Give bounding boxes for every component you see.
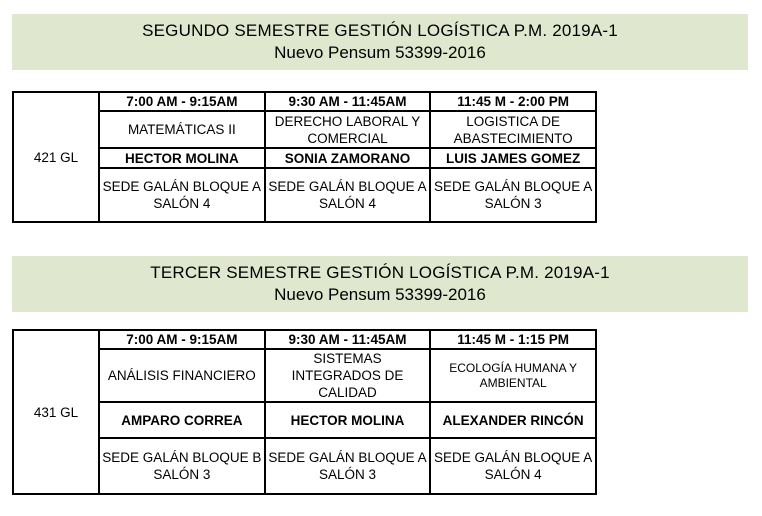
subject-cell-2: SISTEMAS INTEGRADOS DE CALIDAD <box>265 349 431 402</box>
time-slot-2: 9:30 AM - 11:45AM <box>265 330 431 349</box>
time-slot-2: 9:30 AM - 11:45AM <box>265 92 431 111</box>
time-slot-1: 7:00 AM - 9:15AM <box>99 330 265 349</box>
teacher-row <box>13 402 596 438</box>
section-2-banner <box>12 256 748 312</box>
location-row <box>13 438 596 494</box>
time-row <box>13 330 596 349</box>
teacher-row <box>13 148 596 168</box>
section-2-subtitle: Nuevo Pensum 53399-2016 <box>274 285 486 304</box>
time-slot-1: 7:00 AM - 9:15AM <box>99 92 265 111</box>
section-2-title: TERCER SEMESTRE GESTIÓN LOGÍSTICA P.M. 2019A-1 <box>150 263 610 282</box>
location-cell-1: SEDE GALÁN BLOQUE A SALÓN 4 <box>99 168 265 222</box>
location-cell-2: SEDE GALÁN BLOQUE A SALÓN 4 <box>265 168 431 222</box>
teacher-cell-1: AMPARO CORREA <box>99 402 265 438</box>
subject-row <box>13 349 596 402</box>
time-slot-3: 11:45 M - 1:15 PM <box>430 330 596 349</box>
subject-cell-3: ECOLOGÍA HUMANA Y AMBIENTAL <box>430 349 596 402</box>
teacher-cell-2: SONIA ZAMORANO <box>265 148 431 168</box>
subject-cell-1: MATEMÁTICAS II <box>99 111 265 148</box>
subject-row <box>13 111 596 148</box>
teacher-cell-2: HECTOR MOLINA <box>265 402 431 438</box>
teacher-cell-3: ALEXANDER RINCÓN <box>430 402 596 438</box>
group-code-cell: 421 GL <box>13 92 99 222</box>
subject-cell-3: LOGISTICA DE ABASTECIMIENTO <box>430 111 596 148</box>
section-1-title: SEGUNDO SEMESTRE GESTIÓN LOGÍSTICA P.M. 2019A-1 <box>142 21 618 40</box>
location-cell-1: SEDE GALÁN BLOQUE B SALÓN 3 <box>99 438 265 494</box>
time-slot-3: 11:45 M - 2:00 PM <box>430 92 596 111</box>
section-1-schedule-table <box>12 91 597 223</box>
location-cell-3: SEDE GALÁN BLOQUE A SALÓN 4 <box>430 438 596 494</box>
subject-cell-1: ANÁLISIS FINANCIERO <box>99 349 265 402</box>
group-code-cell: 431 GL <box>13 330 99 494</box>
location-cell-2: SEDE GALÁN BLOQUE A SALÓN 3 <box>265 438 431 494</box>
time-row <box>13 92 596 111</box>
teacher-cell-3: LUIS JAMES GOMEZ <box>430 148 596 168</box>
teacher-cell-1: HECTOR MOLINA <box>99 148 265 168</box>
section-2-schedule-table <box>12 329 597 495</box>
section-1-subtitle: Nuevo Pensum 53399-2016 <box>274 43 486 62</box>
section-1-banner <box>12 14 748 70</box>
location-cell-3: SEDE GALÁN BLOQUE A SALÓN 3 <box>430 168 596 222</box>
subject-cell-2: DERECHO LABORAL Y COMERCIAL <box>265 111 431 148</box>
location-row <box>13 168 596 222</box>
